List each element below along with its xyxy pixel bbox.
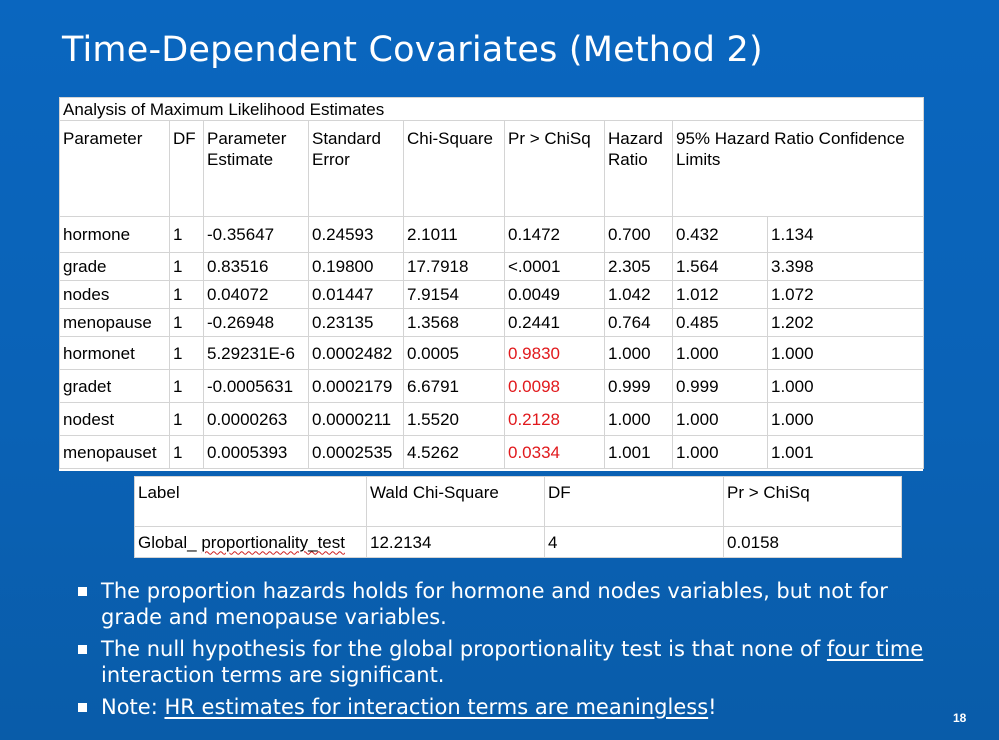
cell-parameter: nodest	[60, 403, 170, 436]
cell-estimate: 5.29231E-6	[204, 337, 309, 370]
cell-p-value: 0.9830	[505, 337, 605, 370]
cell-estimate: 0.83516	[204, 253, 309, 281]
cell-estimate: -0.0005631	[204, 370, 309, 403]
cell-p-value: 0.2128	[505, 403, 605, 436]
cell-std-error: 0.23135	[309, 309, 404, 337]
cell-chi-square: 17.7918	[404, 253, 505, 281]
cell-ci-lower: 1.000	[673, 403, 768, 436]
col-header-p-value: Pr > ChiSq	[724, 477, 902, 527]
table-row	[60, 309, 924, 337]
cell-p-value: 0.0049	[505, 281, 605, 309]
cell-p-value: 0.0098	[505, 370, 605, 403]
cell-std-error: 0.0002482	[309, 337, 404, 370]
cell-ci-lower: 0.485	[673, 309, 768, 337]
cell-df: 1	[170, 281, 204, 309]
bullet-text-part1: The null hypothesis for the global proportionality test is that none of	[101, 637, 827, 661]
cell-parameter: hormonet	[60, 337, 170, 370]
bullet-item	[76, 636, 936, 688]
cell-estimate: 0.0000263	[204, 403, 309, 436]
cell-p-value: 0.1472	[505, 217, 605, 253]
cell-std-error: 0.0002535	[309, 436, 404, 469]
col-header-label: Label	[135, 477, 367, 527]
cell-chi-square: 1.3568	[404, 309, 505, 337]
cell-p-value: <.0001	[505, 253, 605, 281]
cell-ci-lower: 1.564	[673, 253, 768, 281]
cell-hazard-ratio: 1.042	[605, 281, 673, 309]
cell-chi-square: 0.0005	[404, 337, 505, 370]
cell-parameter: nodes	[60, 281, 170, 309]
bullet-text: The proportion hazards holds for hormone and nodes variables, but not for grade and menopause variables.	[101, 579, 888, 629]
square-bullet-icon	[78, 645, 87, 654]
cell-df: 1	[170, 370, 204, 403]
cell-hazard-ratio: 1.001	[605, 436, 673, 469]
cell-df: 1	[170, 436, 204, 469]
cell-hazard-ratio: 1.000	[605, 403, 673, 436]
cell-hazard-ratio: 0.700	[605, 217, 673, 253]
cell-std-error: 0.01447	[309, 281, 404, 309]
col-header-df: DF	[170, 121, 204, 217]
square-bullet-icon	[78, 587, 87, 596]
cell-ci-lower: 0.432	[673, 217, 768, 253]
bullet-link[interactable]: four time	[826, 637, 924, 661]
table-row	[60, 253, 924, 281]
cell-ci-lower: 0.999	[673, 370, 768, 403]
col-header-df: DF	[545, 477, 724, 527]
cell-parameter: menopauset	[60, 436, 170, 469]
bullet-text-part2: interaction terms are significant.	[101, 663, 445, 687]
table-header-row	[135, 477, 902, 527]
square-bullet-icon	[78, 703, 87, 712]
col-header-parameter: Parameter	[60, 121, 170, 217]
cell-std-error: 0.19800	[309, 253, 404, 281]
cell-hazard-ratio: 0.764	[605, 309, 673, 337]
cell-wald: 12.2134	[367, 527, 545, 558]
cell-df: 4	[545, 527, 724, 558]
table-row	[60, 337, 924, 370]
table-row	[135, 527, 902, 558]
cell-estimate: 0.0005393	[204, 436, 309, 469]
col-header-std-error: Standard Error	[309, 121, 404, 217]
cell-hazard-ratio: 0.999	[605, 370, 673, 403]
cell-chi-square: 7.9154	[404, 281, 505, 309]
cell-chi-square: 6.6791	[404, 370, 505, 403]
label-squiggled: proportionality_test	[201, 532, 345, 552]
cell-ci-lower: 1.012	[673, 281, 768, 309]
cell-hazard-ratio: 1.000	[605, 337, 673, 370]
cell-ci-upper: 1.000	[768, 370, 924, 403]
cell-ci-upper: 3.398	[768, 253, 924, 281]
cell-df: 1	[170, 253, 204, 281]
page-number: 18	[953, 711, 967, 725]
cell-estimate: 0.04072	[204, 281, 309, 309]
cell-ci-upper: 1.000	[768, 337, 924, 370]
cell-df: 1	[170, 403, 204, 436]
bullet-link[interactable]: HR estimates for interaction terms are meaningless	[164, 695, 709, 719]
cell-ci-upper: 1.072	[768, 281, 924, 309]
cell-std-error: 0.24593	[309, 217, 404, 253]
cell-df: 1	[170, 217, 204, 253]
cell-p-value: 0.2441	[505, 309, 605, 337]
global-test-table	[134, 476, 902, 558]
bullet-text-suffix: !	[708, 695, 717, 719]
cell-std-error: 0.0002179	[309, 370, 404, 403]
col-header-hazard-ratio: Hazard Ratio	[605, 121, 673, 217]
table-row	[60, 436, 924, 469]
cell-estimate: -0.35647	[204, 217, 309, 253]
table-row	[60, 217, 924, 253]
bullet-item	[76, 694, 936, 720]
cell-p-value: 0.0158	[724, 527, 902, 558]
cell-hazard-ratio: 2.305	[605, 253, 673, 281]
cell-std-error: 0.0000211	[309, 403, 404, 436]
cell-parameter: menopause	[60, 309, 170, 337]
global-test-panel	[134, 476, 901, 558]
cell-ci-upper: 1.134	[768, 217, 924, 253]
cell-parameter: gradet	[60, 370, 170, 403]
col-header-estimate: Parameter Estimate	[204, 121, 309, 217]
label-prefix: Global_	[138, 532, 202, 552]
col-header-wald: Wald Chi-Square	[367, 477, 545, 527]
cell-ci-lower: 1.000	[673, 337, 768, 370]
cell-label	[135, 527, 367, 558]
table-row	[60, 403, 924, 436]
table-caption: Analysis of Maximum Likelihood Estimates	[60, 98, 924, 121]
col-header-p-value: Pr > ChiSq	[505, 121, 605, 217]
table-header-row	[60, 121, 924, 217]
cell-ci-upper: 1.202	[768, 309, 924, 337]
col-header-chi-square: Chi-Square	[404, 121, 505, 217]
mle-table-panel	[59, 97, 923, 471]
cell-estimate: -0.26948	[204, 309, 309, 337]
bullet-list	[76, 578, 936, 726]
cell-p-value: 0.0334	[505, 436, 605, 469]
cell-chi-square: 2.1011	[404, 217, 505, 253]
slide-title: Time-Dependent Covariates (Method 2)	[62, 30, 763, 70]
col-header-ci: 95% Hazard Ratio Confidence Limits	[673, 121, 924, 217]
cell-ci-upper: 1.000	[768, 403, 924, 436]
bullet-item	[76, 578, 936, 630]
table-row	[60, 281, 924, 309]
cell-chi-square: 1.5520	[404, 403, 505, 436]
cell-ci-upper: 1.001	[768, 436, 924, 469]
mle-table	[59, 97, 924, 469]
bullet-text-prefix: Note:	[101, 695, 165, 719]
cell-df: 1	[170, 309, 204, 337]
cell-parameter: grade	[60, 253, 170, 281]
cell-parameter: hormone	[60, 217, 170, 253]
cell-ci-lower: 1.000	[673, 436, 768, 469]
cell-chi-square: 4.5262	[404, 436, 505, 469]
cell-df: 1	[170, 337, 204, 370]
table-row	[60, 370, 924, 403]
